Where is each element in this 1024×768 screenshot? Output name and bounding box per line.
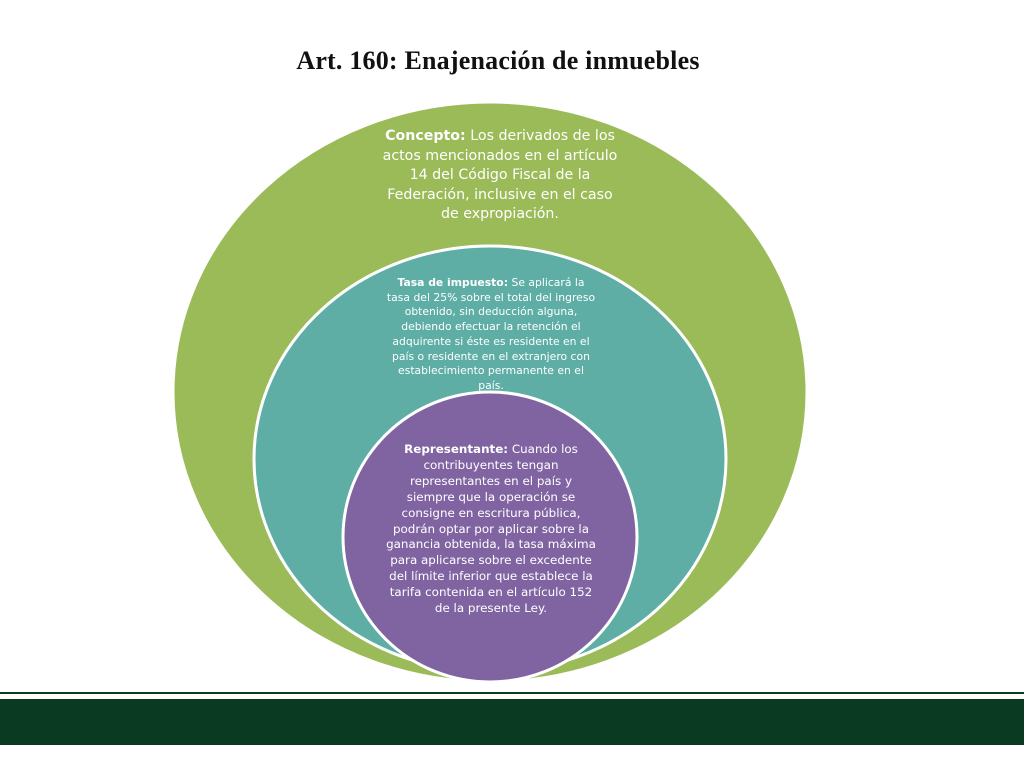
tasa-heading: Tasa de impuesto: [397, 276, 509, 289]
concepto-text-block [380, 127, 620, 225]
footer-bar [0, 699, 1024, 745]
concepto-heading: Concepto: [385, 128, 466, 144]
footer-line [0, 692, 1024, 694]
representante-heading: Representante: [404, 442, 509, 456]
tasa-text-block [385, 276, 597, 394]
representante-text-block [386, 442, 596, 617]
slide-title: Art. 160: Enajenación de inmuebles [296, 46, 700, 75]
representante-body: Cuando los contribuyentes tengan representantes en el país y siempre que la operación se consigne en escritura pública, podrán optar por aplicar sobre la ganancia obtenida, la tasa máxima para aplicarse sobre el excedente del límite inferior que establece la tarifa contenida en el artículo 152 de la presente Ley. [386, 442, 596, 616]
tasa-body: Se aplicará la tasa del 25% sobre el total del ingreso obtenido, sin deducción alguna, debiendo efectuar la retención el adquirente si éste es residente en el país o residente en el extranjero con establecimiento permanente en el país. [386, 276, 596, 392]
concepto-body: Los derivados de los actos mencionados en el artículo 14 del Código Fiscal de la Federación, inclusive en el caso de expropiación. [382, 128, 618, 222]
